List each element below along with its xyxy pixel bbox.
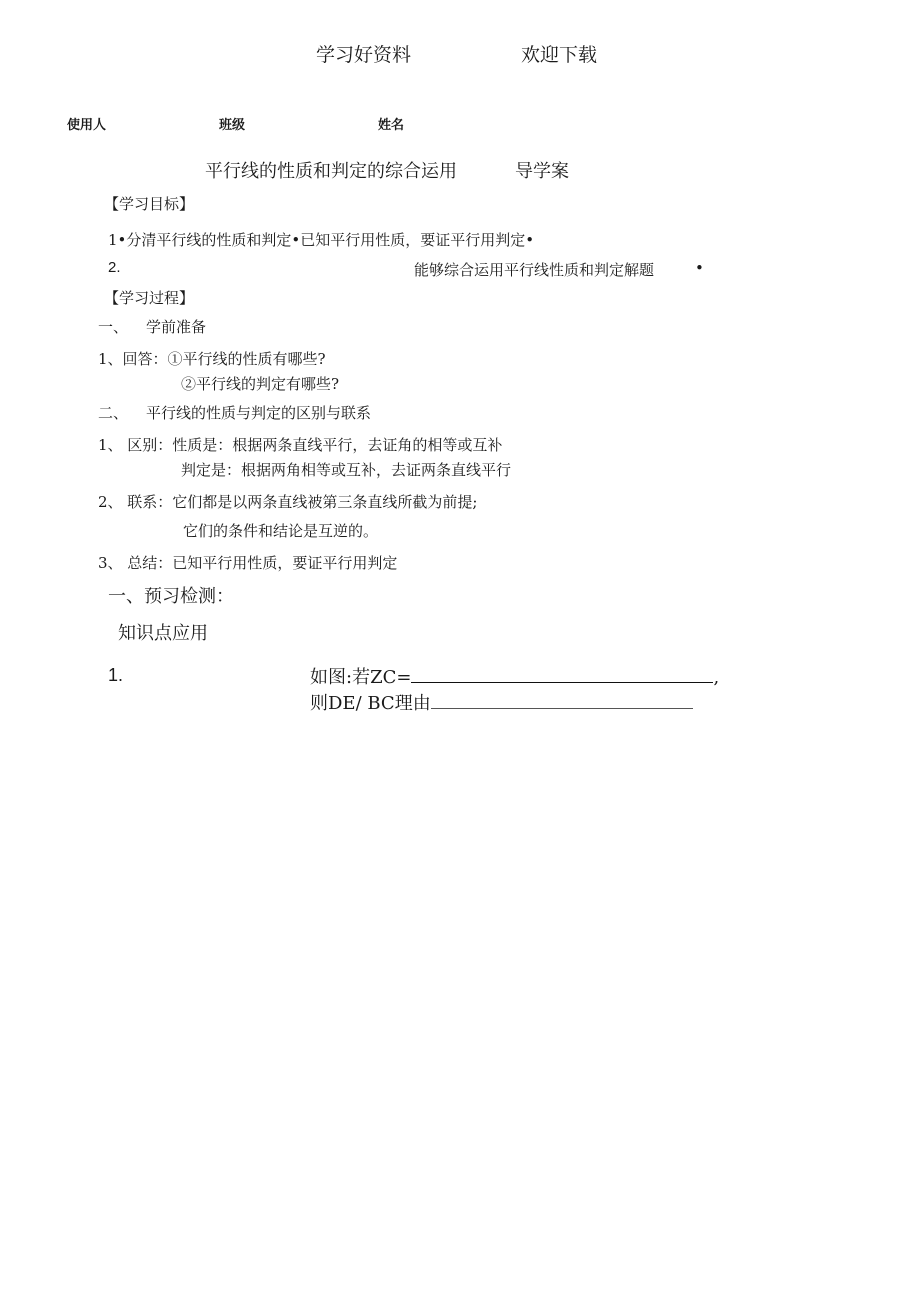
- answer-blank-2[interactable]: [431, 691, 693, 709]
- goal-item-2-text: 能够综合运用平行线性质和判定解题: [414, 261, 655, 279]
- goal-item-2-end: •: [695, 259, 704, 277]
- exercise-1-line-1: [310, 663, 719, 689]
- exercise-1-reason-prompt: 则DE/ BC理由: [310, 693, 431, 714]
- section-2-title: 平行线的性质与判定的区别与联系: [146, 404, 372, 422]
- exercise-1-prompt: 如图:若ZC=: [310, 667, 412, 688]
- question-1-line-2: ②平行线的判定有哪些?: [181, 375, 340, 393]
- class-label: 班级: [219, 118, 246, 133]
- exercise-1-comma: ,: [713, 667, 720, 688]
- preview-subheading: 知识点应用: [118, 623, 208, 644]
- exercise-1-number: 1.: [108, 665, 124, 685]
- name-label: 姓名: [378, 118, 405, 133]
- process-heading: 【学习过程】: [104, 289, 195, 307]
- header-left: 学习好资料: [316, 44, 412, 66]
- summary-line: 3、 总结：已知平行用性质，要证平行用判定: [98, 554, 398, 572]
- doc-title: 平行线的性质和判定的综合运用: [205, 161, 457, 182]
- answer-blank-1[interactable]: [411, 665, 713, 683]
- goal-item-1: 1•分清平行线的性质和判定•已知平行用性质，要证平行用判定•: [108, 231, 535, 249]
- goal-item-2-number: 2.: [108, 259, 121, 276]
- section-2-number: 二、: [98, 404, 129, 422]
- section-1-number: 一、: [98, 318, 129, 336]
- section-1-title: 学前准备: [146, 318, 207, 336]
- goals-heading: 【学习目标】: [104, 195, 195, 213]
- question-1-line-1: 1、回答：①平行线的性质有哪些?: [98, 350, 326, 368]
- connection-line-1: 2、 联系：它们都是以两条直线被第三条直线所截为前提;: [98, 493, 478, 511]
- preview-heading: 一、预习检测：: [108, 586, 234, 607]
- exercise-1-line-2: [310, 689, 693, 715]
- difference-line-1: 1、 区别：性质是：根据两条直线平行，去证角的相等或互补: [98, 436, 503, 454]
- header-right: 欢迎下载: [521, 44, 598, 66]
- difference-line-2: 判定是：根据两角相等或互补，去证两条直线平行: [181, 461, 512, 479]
- user-label: 使用人: [67, 118, 107, 133]
- connection-line-2: 它们的条件和结论是互逆的。: [183, 522, 379, 540]
- doc-title-suffix: 导学案: [515, 161, 569, 182]
